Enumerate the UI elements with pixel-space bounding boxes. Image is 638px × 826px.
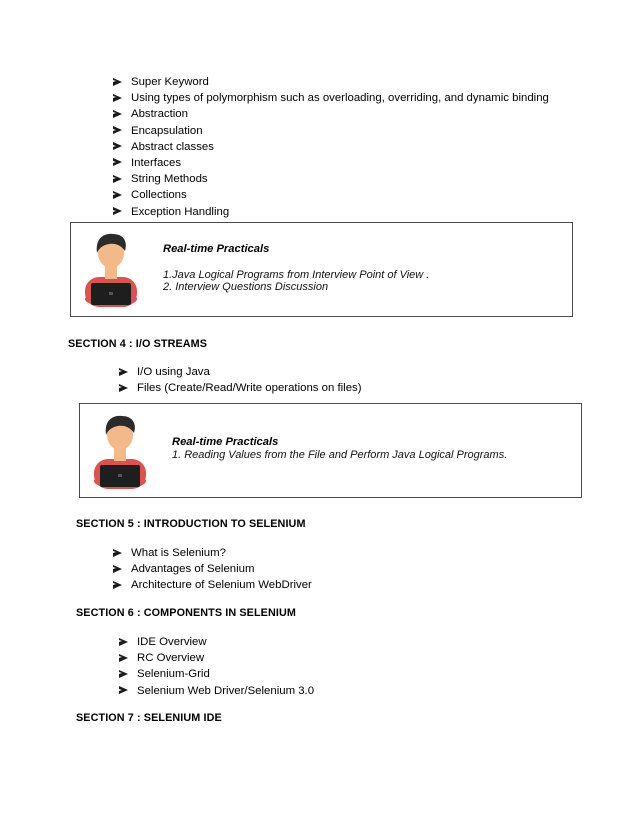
person-laptop-icon bbox=[83, 231, 139, 307]
list-item: Using types of polymorphism such as overloading, overriding, and dynamic binding bbox=[111, 90, 549, 106]
list-item: Selenium Web Driver/Selenium 3.0 bbox=[117, 683, 314, 699]
arrow-bullet-icon bbox=[113, 126, 122, 134]
list-item: IDE Overview bbox=[117, 634, 314, 650]
arrow-bullet-icon bbox=[113, 565, 122, 573]
arrow-bullet-icon bbox=[119, 686, 128, 694]
bullet-list-selenium-components bbox=[117, 634, 314, 699]
section-heading: SECTION 7 : SELENIUM IDE bbox=[76, 712, 222, 724]
bullet-list-oop bbox=[111, 74, 549, 220]
arrow-bullet-icon bbox=[113, 191, 122, 199]
practicals-title: Real-time Practicals bbox=[163, 243, 270, 255]
arrow-bullet-icon bbox=[119, 654, 128, 662]
arrow-bullet-icon bbox=[113, 581, 122, 589]
practicals-line: 2. Interview Questions Discussion bbox=[163, 281, 329, 293]
section-heading: SECTION 4 : I/O STREAMS bbox=[68, 338, 208, 350]
arrow-bullet-icon bbox=[113, 142, 122, 150]
section-heading: SECTION 5 : INTRODUCTION TO SELENIUM bbox=[76, 518, 306, 530]
list-item: RC Overview bbox=[117, 650, 314, 666]
arrow-bullet-icon bbox=[119, 384, 128, 392]
list-item: Selenium-Grid bbox=[117, 666, 314, 682]
practicals-line: 1. Reading Values from the File and Perform Java Logical Programs. bbox=[172, 449, 508, 461]
arrow-bullet-icon bbox=[113, 207, 122, 215]
arrow-bullet-icon bbox=[113, 158, 122, 166]
arrow-bullet-icon bbox=[113, 78, 122, 86]
list-item: What is Selenium? bbox=[111, 545, 312, 561]
person-laptop-icon bbox=[92, 413, 148, 489]
list-item: Exception Handling bbox=[111, 204, 549, 220]
arrow-bullet-icon bbox=[119, 368, 128, 376]
list-item: I/O using Java bbox=[117, 364, 362, 380]
list-item: Architecture of Selenium WebDriver bbox=[111, 577, 312, 593]
arrow-bullet-icon bbox=[113, 549, 122, 557]
list-item: Advantages of Selenium bbox=[111, 561, 312, 577]
practicals-line: 1.Java Logical Programs from Interview Point of View . bbox=[163, 269, 430, 281]
list-item: Files (Create/Read/Write operations on files) bbox=[117, 380, 362, 396]
practicals-box bbox=[79, 403, 582, 498]
list-item: Super Keyword bbox=[111, 74, 549, 90]
list-item: Abstraction bbox=[111, 106, 549, 122]
list-item: Abstract classes bbox=[111, 139, 549, 155]
arrow-bullet-icon bbox=[119, 670, 128, 678]
arrow-bullet-icon bbox=[119, 638, 128, 646]
list-item: Interfaces bbox=[111, 155, 549, 171]
arrow-bullet-icon bbox=[113, 110, 122, 118]
list-item: Collections bbox=[111, 187, 549, 203]
practicals-title: Real-time Practicals bbox=[172, 436, 279, 448]
bullet-list-io bbox=[117, 364, 362, 396]
list-item: String Methods bbox=[111, 171, 549, 187]
section-heading: SECTION 6 : COMPONENTS IN SELENIUM bbox=[76, 607, 296, 619]
arrow-bullet-icon bbox=[113, 175, 122, 183]
practicals-box bbox=[70, 222, 573, 317]
list-item: Encapsulation bbox=[111, 123, 549, 139]
bullet-list-selenium-intro bbox=[111, 545, 312, 594]
arrow-bullet-icon bbox=[113, 94, 122, 102]
